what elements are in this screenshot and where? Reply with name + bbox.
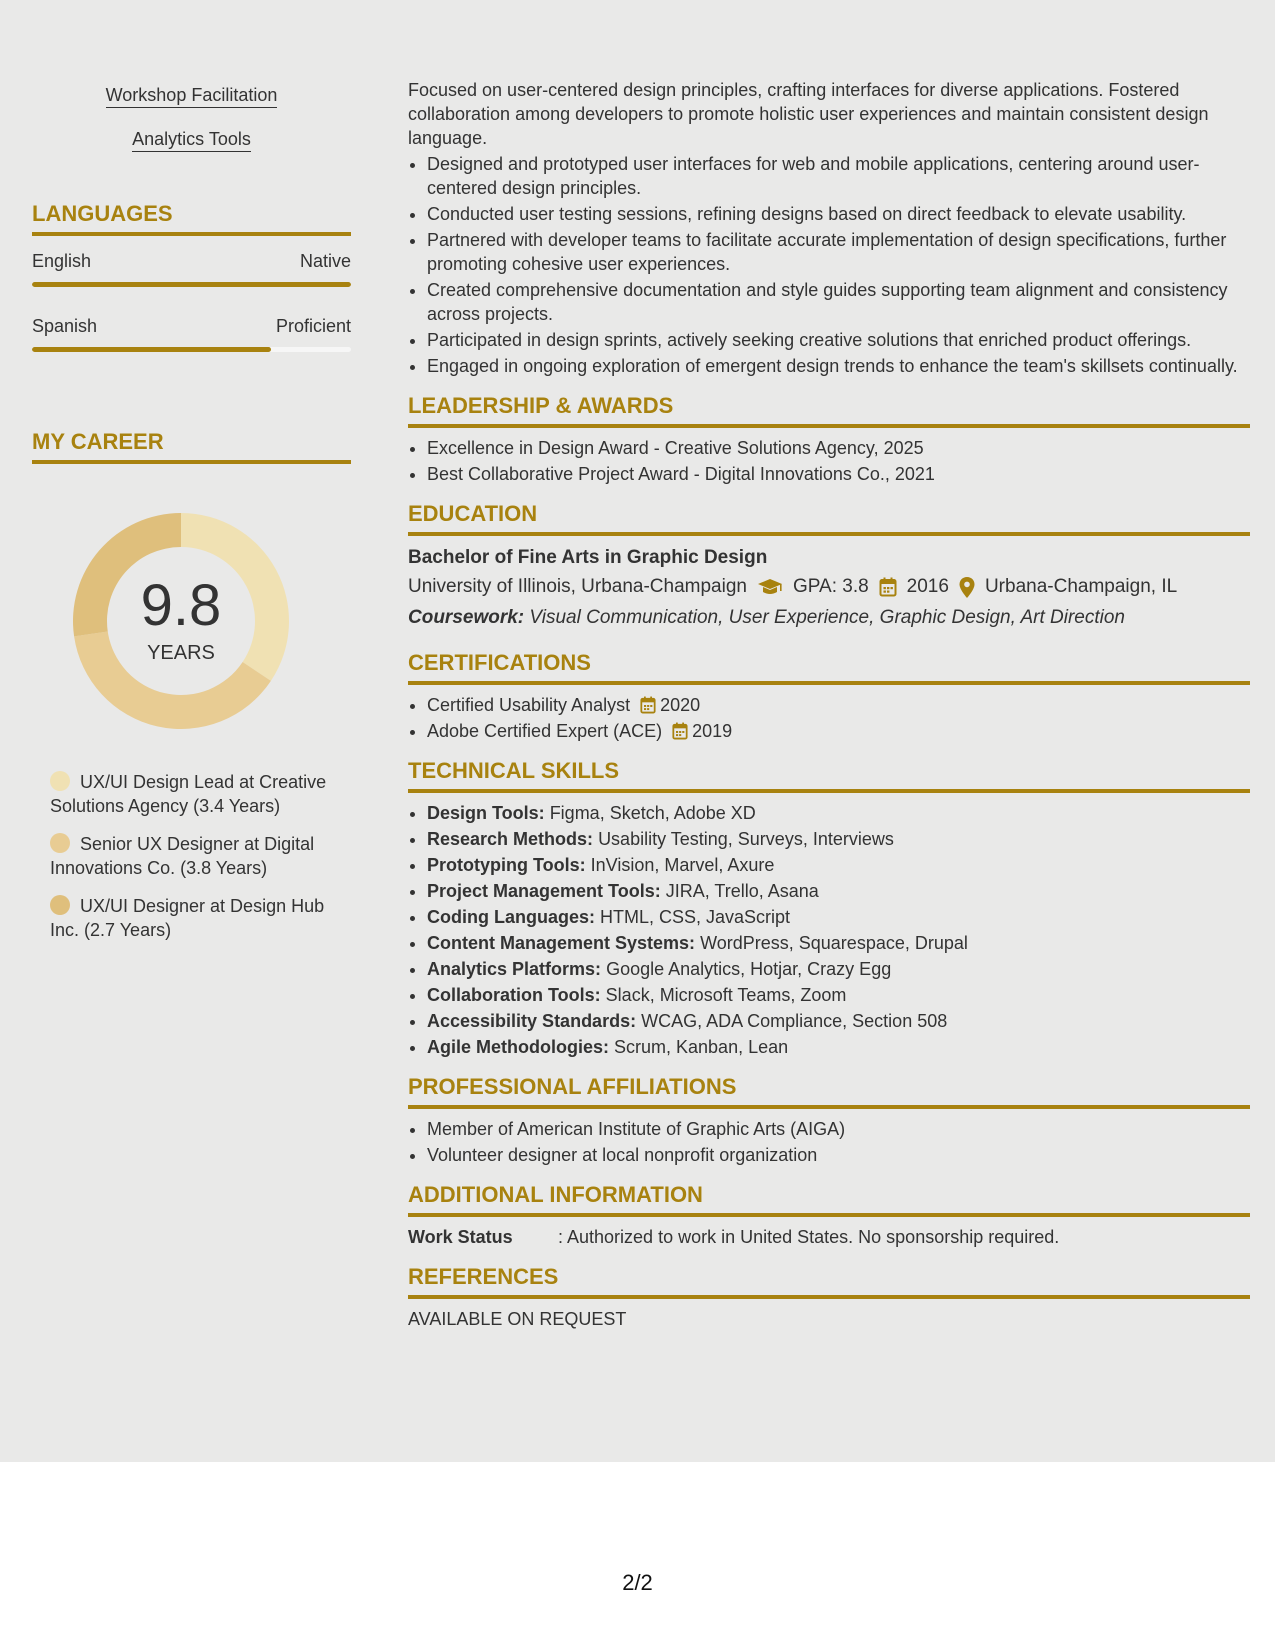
- language-bar-fill: [32, 347, 271, 352]
- experience-bullet: • Created comprehensive documentation and style guides supporting team alignment and consistency across projects.: [427, 278, 1250, 326]
- career-legend: [50, 770, 330, 942]
- language-english: [32, 250, 351, 287]
- coursework-label: Coursework:: [408, 607, 525, 628]
- legend-dot: [50, 771, 70, 791]
- language-name: Spanish: [32, 316, 98, 336]
- affiliation-item: • Member of American Institute of Graphic Arts (AIGA): [427, 1117, 1250, 1141]
- skill-link-analytics[interactable]: Analytics Tools: [132, 128, 251, 152]
- certification-item: [427, 719, 1250, 743]
- affiliations-heading: PROFESSIONAL AFFILIATIONS: [408, 1073, 1250, 1109]
- education-details: [408, 572, 1250, 602]
- language-bar: [32, 282, 351, 287]
- skill-item: • Accessibility Standards: WCAG, ADA Compliance, Section 508: [427, 1009, 1250, 1033]
- skill-item: • Agile Methodologies: Scrum, Kanban, Lean: [427, 1035, 1250, 1059]
- work-status-row: [408, 1225, 1250, 1249]
- page-number: 2/2: [622, 1570, 653, 1595]
- skill-item: • Content Management Systems: WordPress, Squarespace, Drupal: [427, 931, 1250, 955]
- school-location: Urbana-Champaign, IL: [984, 576, 1178, 597]
- certification-name: Certified Usability Analyst: [427, 695, 631, 715]
- certification-item: [427, 693, 1250, 717]
- legend-dot: [50, 833, 70, 853]
- career-donut-chart: [66, 506, 296, 736]
- career-legend-item: Senior UX Designer at Digital Innovations Co. (3.8 Years): [50, 834, 315, 878]
- career-heading: MY CAREER: [32, 428, 351, 464]
- certification-year: 2019: [692, 721, 733, 741]
- sidebar: [32, 84, 351, 956]
- career-years-unit: YEARS: [147, 642, 215, 664]
- award-item: • Best Collaborative Project Award - Digital Innovations Co., 2021: [427, 462, 1250, 486]
- language-spanish: [32, 315, 351, 352]
- degree-title: Bachelor of Fine Arts in Graphic Design: [408, 547, 768, 568]
- coursework: [408, 603, 1250, 633]
- technical-skills-list: [408, 801, 1250, 1059]
- experience-summary: Focused on user-centered design principles, crafting interfaces for diverse applications. Fostered collaboration among developers to promote holistic user experiences and maintain consistent design language.: [408, 80, 1209, 148]
- additional-info-heading: ADDITIONAL INFORMATION: [408, 1181, 1250, 1217]
- work-status-label: Work Status: [408, 1227, 513, 1247]
- language-bar-fill: [32, 282, 351, 287]
- calendar-icon: [640, 696, 656, 714]
- education-heading: EDUCATION: [408, 500, 1250, 536]
- language-bar: [32, 347, 351, 352]
- technical-skills-heading: TECHNICAL SKILLS: [408, 757, 1250, 793]
- skill-link-workshop[interactable]: Workshop Facilitation: [106, 84, 278, 108]
- school-name: University of Illinois, Urbana-Champaign: [408, 576, 747, 597]
- legend-dot: [50, 895, 70, 915]
- career-total-years: 9.8: [140, 573, 222, 638]
- language-name: English: [32, 251, 92, 271]
- skill-item: • Prototyping Tools: InVision, Marvel, Axure: [427, 853, 1250, 877]
- experience-bullet: • Designed and prototyped user interfaces for web and mobile applications, centering around user-centered design principles.: [427, 152, 1250, 200]
- calendar-icon: [672, 722, 688, 740]
- experience-bullet: • Participated in design sprints, actively seeking creative solutions that enriched product offerings.: [427, 328, 1250, 352]
- references-text: AVAILABLE ON REQUEST: [408, 1309, 627, 1329]
- awards-list: [408, 436, 1250, 486]
- calendar-icon: [879, 577, 897, 597]
- skill-item: • Analytics Platforms: Google Analytics, Hotjar, Crazy Egg: [427, 957, 1250, 981]
- affiliation-item: • Volunteer designer at local nonprofit organization: [427, 1143, 1250, 1167]
- experience-bullet: • Engaged in ongoing exploration of emergent design trends to enhance the team's skillsets continually.: [427, 354, 1250, 378]
- awards-heading: LEADERSHIP & AWARDS: [408, 392, 1250, 428]
- skill-item: • Project Management Tools: JIRA, Trello, Asana: [427, 879, 1250, 903]
- affiliations-list: [408, 1117, 1250, 1167]
- certification-year: 2020: [660, 695, 701, 715]
- career-legend-item: UX/UI Designer at Design Hub Inc. (2.7 Years): [50, 896, 325, 940]
- career-legend-item: UX/UI Design Lead at Creative Solutions Agency (3.4 Years): [50, 772, 327, 816]
- work-status-value: : Authorized to work in United States. No sponsorship required.: [558, 1227, 1060, 1247]
- skill-item: • Design Tools: Figma, Sketch, Adobe XD: [427, 801, 1250, 825]
- skill-item: • Collaboration Tools: Slack, Microsoft Teams, Zoom: [427, 983, 1250, 1007]
- award-item: • Excellence in Design Award - Creative Solutions Agency, 2025: [427, 436, 1250, 460]
- graduation-year: 2016: [906, 576, 949, 597]
- experience-bullet: • Conducted user testing sessions, refining designs based on direct feedback to elevate usability.: [427, 202, 1250, 226]
- language-level: Proficient: [275, 316, 351, 336]
- experience-bullets: [408, 152, 1250, 378]
- certification-name: Adobe Certified Expert (ACE): [427, 721, 663, 741]
- location-pin-icon: [959, 577, 975, 598]
- graduation-cap-icon: [757, 578, 783, 596]
- main-content: [408, 78, 1250, 1331]
- gpa: GPA: 3.8: [792, 576, 869, 597]
- language-level: Native: [299, 251, 351, 271]
- skill-item: • Research Methods: Usability Testing, Surveys, Interviews: [427, 827, 1250, 851]
- languages-heading: LANGUAGES: [32, 200, 351, 236]
- certifications-heading: CERTIFICATIONS: [408, 649, 1250, 685]
- references-heading: REFERENCES: [408, 1263, 1250, 1299]
- coursework-list: Visual Communication, User Experience, Graphic Design, Art Direction: [529, 607, 1125, 628]
- certifications-list: [408, 693, 1250, 743]
- experience-bullet: • Partnered with developer teams to facilitate accurate implementation of design specifications, further promoting cohesive user experiences.: [427, 228, 1250, 276]
- skill-item: • Coding Languages: HTML, CSS, JavaScript: [427, 905, 1250, 929]
